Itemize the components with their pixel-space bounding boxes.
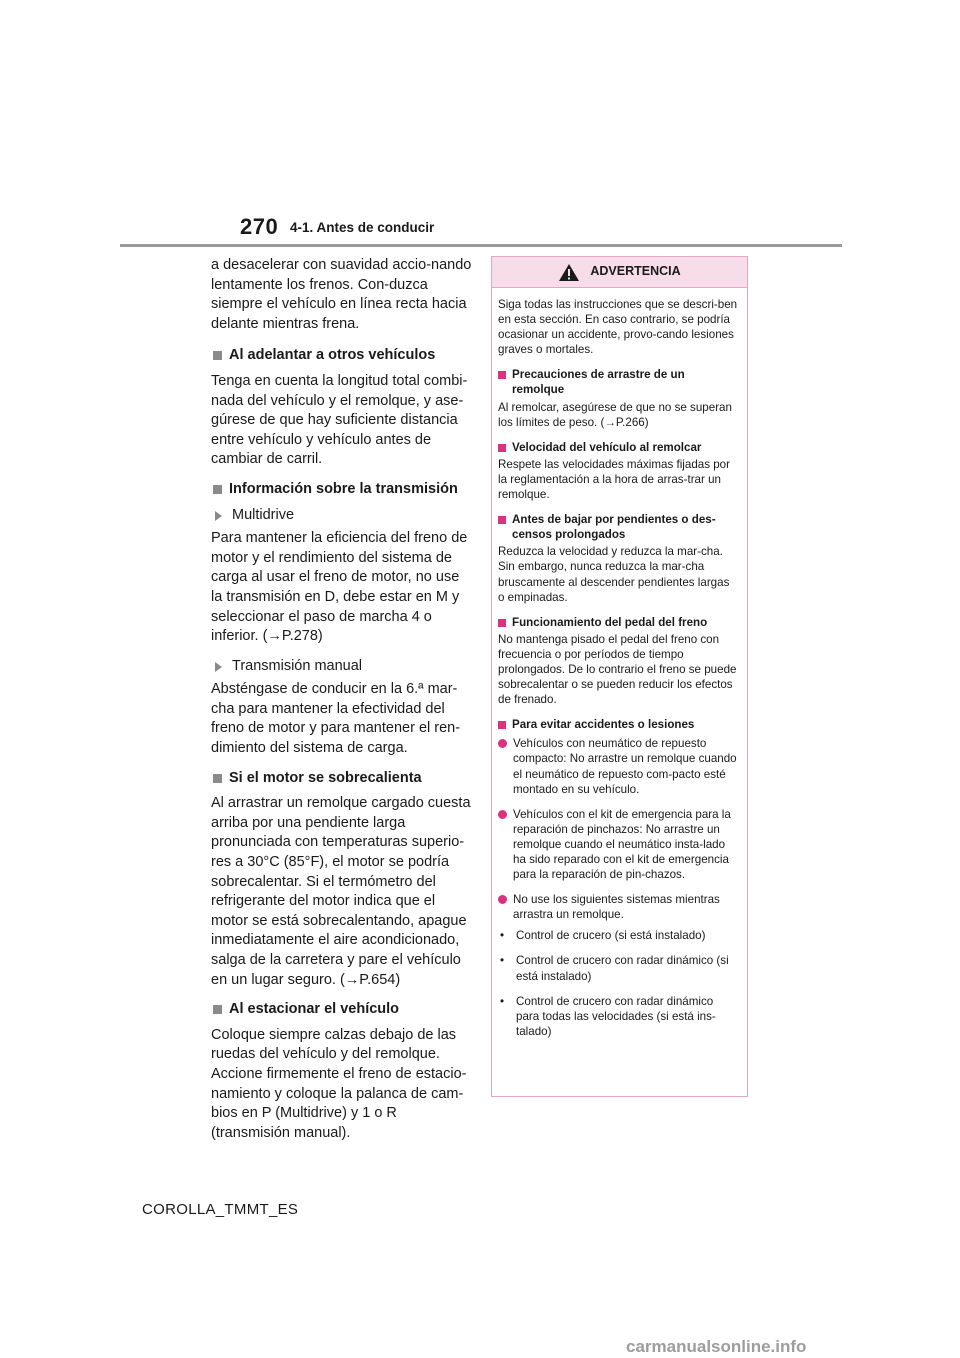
- item-multidrive: [211, 506, 473, 526]
- main-text-column: [211, 256, 473, 1153]
- warning-heading-speed: [498, 440, 739, 455]
- item-text: Transmisión manual: [232, 657, 363, 674]
- warning-body: [492, 288, 747, 1039]
- warning-header: [492, 257, 747, 288]
- warning-heading-accidents: [498, 717, 739, 732]
- dot-item-text: Vehículos con el kit de emergencia para la reparación de pinchazos: No arrastre un remolque cuando el neumático insta-lado ha sido reparado con el kit de emergencia para la reparación de pin-chazos.: [513, 807, 731, 882]
- bullet-glyph: •: [500, 994, 505, 1008]
- subheading-text: Si el motor se sobrecalienta: [229, 769, 422, 786]
- square-bullet-icon: [498, 371, 506, 379]
- circle-bullet-icon: [498, 739, 507, 748]
- item-text: Multidrive: [232, 506, 295, 523]
- warning-dot-item-spare-tire: [498, 736, 739, 796]
- section-title: 4-1. Antes de conducir: [290, 220, 435, 235]
- warning-bullet-radar-cruise: [498, 953, 739, 983]
- subheading-parking: [211, 1000, 473, 1020]
- warning-box: [491, 256, 748, 1097]
- square-bullet-icon: [498, 721, 506, 729]
- dot-item-text: No use los siguientes sistemas mientras arrastra un remolque.: [513, 893, 720, 922]
- header-divider: [120, 244, 842, 247]
- footer-doc-id: COROLLA_TMMT_ES: [142, 1201, 299, 1218]
- watermark: carmanualsonline.info: [626, 1337, 807, 1356]
- warning-heading-text: Para evitar accidentes o lesiones: [512, 718, 695, 732]
- warning-bullet-cruise: [498, 928, 739, 943]
- circle-bullet-icon: [498, 810, 507, 819]
- warning-heading-slopes: [498, 512, 739, 542]
- bullet-text: Control de crucero con radar dinámico (si está instalado): [516, 954, 729, 983]
- triangle-bullet-icon: [215, 662, 222, 672]
- bullet-text: Control de crucero (si está instalado): [516, 929, 706, 943]
- subheading-text: Al adelantar a otros vehículos: [229, 347, 436, 364]
- subheading-overtaking: [211, 346, 473, 366]
- warning-heading-towing: [498, 367, 739, 397]
- warning-dot-item-systems: [498, 892, 739, 922]
- warning-heading-brake-pedal: [498, 615, 739, 630]
- bullet-text: Control de crucero con radar dinámico para todas las velocidades (si está ins-talado): [516, 994, 716, 1038]
- square-bullet-icon: [498, 444, 506, 452]
- subheading-text: Información sobre la transmisión: [229, 480, 458, 497]
- bullet-glyph: •: [500, 954, 505, 968]
- warning-paragraph-slopes: Reduzca la velocidad y reduzca la mar-cha. Sin embargo, nunca reduzca la mar-cha bruscamente al descender pendientes largas o empinadas.: [498, 545, 730, 604]
- square-bullet-icon: [213, 774, 222, 783]
- bullet-glyph: •: [500, 929, 505, 943]
- circle-bullet-icon: [498, 895, 507, 904]
- warning-paragraph-speed: Respete las velocidades máximas fijadas por la reglamentación a la hora de arras-trar un remolque.: [498, 457, 730, 502]
- warning-paragraph-brake-pedal: No mantenga pisado el pedal del freno con frecuencia o por períodos de tiempo prolongados. De lo contrario el freno se puede sobrecalentar o se pueden reducir los efectos de frenado.: [498, 632, 737, 707]
- warning-heading-text: Antes de bajar por pendientes o des-censos prolongados: [512, 513, 716, 542]
- warning-heading-text: Velocidad del vehículo al remolcar: [512, 440, 702, 454]
- item-manual-transmission: [211, 657, 473, 677]
- warning-title: ADVERTENCIA: [590, 264, 681, 279]
- subheading-transmission: [211, 480, 473, 500]
- warning-dot-item-repair-kit: [498, 807, 739, 882]
- square-bullet-icon: [498, 619, 506, 627]
- warning-intro: Siga todas las instrucciones que se descri-ben en esta sección. En caso contrario, se podría ocasionar un accidente, provo-cando lesiones graves o mortales.: [498, 298, 738, 357]
- paragraph-braking: a desacelerar con suavidad accio-nando lentamente los frenos. Con-duzca siempre el vehículo en línea recta hacia delante mientras frena.: [211, 257, 472, 332]
- dot-item-text: Vehículos con neumático de repuesto compacto: No arrastre un remolque cuando el neumático de repuesto com-pacto esté montado en su vehículo.: [513, 737, 737, 796]
- warning-paragraph-towing: Al remolcar, asegúrese de que no se superan los límites de peso. (→P.266): [498, 400, 732, 429]
- paragraph-multidrive: Para mantener la eficiencia del freno de motor y el rendimiento del sistema de carga al usar el freno de motor, no use la transmisión en D, debe estar en M y seleccionar el paso de marcha 4 o inferior. (→P.278): [211, 530, 468, 645]
- page-number: 270: [240, 214, 279, 239]
- paragraph-overheating: Al arrastrar un remolque cargado cuesta arriba por una pendiente larga pronunciada con temperaturas superio-res a 30°C (85°F), el motor se podría sobrecalentar. Si el termómetro del refrigerante del motor indica que el motor se está sobrecalentando, apague inmediatamente el aire acondicionado, salga de la carretera y pare el vehículo en un lugar seguro. (→P.654): [211, 795, 471, 988]
- triangle-bullet-icon: [215, 511, 222, 521]
- square-bullet-icon: [213, 1005, 222, 1014]
- square-bullet-icon: [213, 485, 222, 494]
- subheading-text: Al estacionar el vehículo: [229, 1001, 400, 1018]
- warning-heading-text: Funcionamiento del pedal del freno: [512, 615, 708, 629]
- paragraph-manual: Absténgase de conducir en la 6.ª mar-cha para mantener la efectividad del freno de motor y para mantener el ren-dimiento del sistema de carga.: [211, 681, 461, 757]
- subheading-overheating: [211, 769, 473, 789]
- paragraph-overtaking: Tenga en cuenta la longitud total combi-nada del vehículo y el remolque, y ase-gúrese de que hay suficiente distancia entre vehículo y vehículo antes de cambiar de carril.: [211, 372, 468, 468]
- square-bullet-icon: [498, 516, 506, 524]
- warning-bullet-radar-cruise-all-speeds: [498, 994, 739, 1039]
- warning-triangle-icon: [558, 263, 580, 282]
- paragraph-parking: Coloque siempre calzas debajo de las ruedas del vehículo y del remolque. Accione firmemente el freno de estacio-namiento y coloque la palanca de cam-bios en P (Multidrive) y 1 o R (transmisión manual).: [211, 1026, 467, 1141]
- warning-heading-text: Precauciones de arrastre de un remolque: [512, 368, 685, 397]
- square-bullet-icon: [213, 351, 222, 360]
